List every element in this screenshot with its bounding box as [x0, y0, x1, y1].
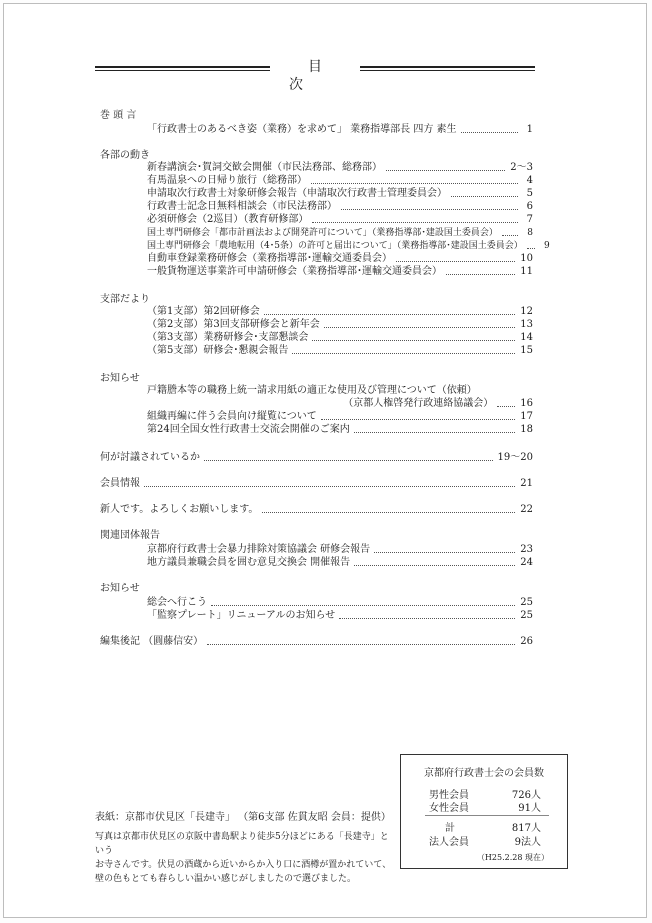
toc-entry[interactable]: [147, 423, 533, 436]
toc-entry[interactable]: [147, 239, 550, 252]
toc-entry[interactable]: [100, 503, 533, 516]
entry-page: 26: [520, 636, 533, 647]
cover-caption: 表紙：京都市伏見区「長建寺」 （第6支部 佐貫友昭 会員：提供）: [95, 812, 391, 823]
toc-entry[interactable]: [147, 556, 533, 569]
row-label: 計: [445, 823, 455, 834]
row-value: 817人: [511, 823, 541, 834]
entry-title: 会員情報: [100, 478, 140, 489]
entry-title: 何が討議されているか: [100, 452, 200, 463]
toc-entry[interactable]: [147, 410, 533, 423]
entry-title: 国土専門研修会「農地転用（4･5条）の許可と届出について」（業務指導部･建設国土委員会）: [147, 241, 523, 251]
entry-page: 4: [526, 175, 533, 186]
entry-title: 有馬温泉への日帰り旅行（総務部）: [147, 175, 307, 186]
toc-entry[interactable]: [147, 543, 533, 556]
section-preface: 巻 頭 言: [100, 110, 137, 121]
entry-title: 編集後記 （圓藤信安）: [100, 636, 204, 647]
entry-title: 地方議員兼職会員を囲む意見交換会 開催報告: [147, 557, 351, 568]
toc-entry[interactable]: [147, 174, 533, 187]
cover-description-line: 壁の色もとても春らしい温かい感じがしましたので選びました。: [95, 874, 357, 884]
entry-title: （京都人権啓発行政連絡協議会）: [343, 398, 494, 409]
toc-entry[interactable]: [147, 397, 533, 410]
entry-title: 第24回全国女性行政書士交流会開催のご案内: [147, 424, 350, 435]
row-label: 女性会員: [429, 803, 469, 814]
row-label: 男性会員: [429, 790, 469, 801]
entry-page: 12: [520, 306, 533, 317]
entry-page: 10: [520, 253, 533, 264]
member-count-note: （H25.2.28 現在）: [476, 853, 549, 862]
entry-title: 新人です。よろしくお願いします。: [100, 504, 259, 515]
row-value: 726人: [511, 790, 541, 801]
entry-page: 18: [520, 424, 533, 435]
entry-page: 2～3: [510, 162, 533, 173]
entry-title: （第3支部）業務研修会･支部懇談会: [147, 332, 309, 343]
toc-entry[interactable]: [147, 265, 533, 278]
toc-entry[interactable]: [100, 635, 533, 648]
member-count-box: [400, 754, 568, 869]
cover-description-line: お寺さんです。伏見の酒蔵から近いからか入り口に酒樽が置かれていて、: [95, 860, 392, 870]
cover-caption-block: [95, 810, 395, 886]
entry-title: 京都府行政書士会暴力排除対策協議会 研修会報告: [147, 544, 371, 555]
entry-page: 15: [520, 345, 533, 356]
toc-header: [95, 58, 535, 93]
entry-page: 13: [520, 319, 533, 330]
entry-page: 19～20: [497, 452, 533, 463]
entry-page: 9: [544, 241, 550, 251]
toc-entry[interactable]: [147, 161, 533, 174]
toc-entry-line[interactable]: [147, 384, 533, 397]
toc-entry[interactable]: [147, 609, 533, 622]
section-shibu: 支部だより: [100, 294, 150, 305]
section-oshirase: お知らせ: [100, 373, 140, 384]
member-count-title: 京都府行政書士会の会員数: [424, 768, 544, 779]
entry-page: 14: [520, 332, 533, 343]
entry-title: 申請取次行政書士対象研修会報告（申請取次行政書士管理委員会）: [147, 188, 447, 199]
entry-title: 総会へ行こう: [147, 597, 207, 608]
entry-title: 「監察プレート」リニューアルのお知らせ: [147, 610, 336, 621]
entry-page: 11: [520, 266, 533, 277]
entry-page: 8: [527, 228, 533, 238]
entry-title: 国土専門研修会「都市計画法および開発許可について」（業務指導部･建設国土委員会）: [147, 228, 498, 238]
entry-page: 25: [520, 610, 533, 621]
entry-page: 25: [520, 597, 533, 608]
section-bubu: 各部の動き: [100, 150, 150, 161]
entry-title: 必須研修会（2巡目）（教育研修部）: [147, 214, 309, 225]
row-value: 91人: [518, 803, 541, 814]
toc-entry[interactable]: [147, 318, 533, 331]
row-label: 法人会員: [429, 837, 469, 848]
section-oshirase-2: お知らせ: [100, 583, 140, 594]
entry-page: 23: [520, 544, 533, 555]
toc-entry[interactable]: [147, 305, 533, 318]
entry-title: （第2支部）第3回支部研修会と新年会: [147, 319, 320, 330]
toc-entry[interactable]: [147, 226, 533, 239]
entry-title: 一般貨物運送事業許可申請研修会（業務指導部･運輸交通委員会）: [147, 266, 442, 277]
toc-entry[interactable]: [100, 477, 533, 490]
header-rule-right: [360, 66, 535, 68]
row-value: 9法人: [514, 837, 541, 848]
toc-entry[interactable]: [147, 187, 533, 200]
toc-entry[interactable]: [147, 213, 533, 226]
member-row-total: [429, 819, 541, 834]
page-title: 目 次: [289, 59, 360, 93]
entry-title: 組織再編に伴う会員向け縦覧について: [147, 411, 317, 422]
entry-page: 7: [526, 214, 533, 225]
entry-page: 21: [520, 478, 533, 489]
cover-description-line: 写真は京都市伏見区の京阪中書島駅より徒歩5分ほどにある「長建寺」という: [95, 832, 389, 856]
entry-title: 行政書士記念日無料相談会（市民法務部）: [147, 201, 337, 212]
entry-page: 6: [526, 201, 533, 212]
entry-page: 5: [526, 188, 533, 199]
entry-page: 16: [520, 398, 533, 409]
entry-page: 24: [520, 557, 533, 568]
toc-entry[interactable]: [147, 200, 533, 213]
toc-entry[interactable]: [100, 451, 533, 464]
member-divider: [425, 815, 549, 816]
header-rule-left: [95, 66, 270, 68]
entry-page: 22: [520, 504, 533, 515]
entry-title: 「行政書士のあるべき姿（業務）を求めて」 業務指導部長 四方 素生: [147, 124, 457, 135]
entry-title: 新春講演会･賀詞交歓会開催（市民法務部、総務部）: [147, 162, 382, 173]
section-kanren: 関連団体報告: [100, 530, 160, 541]
toc-entry[interactable]: [147, 123, 533, 136]
entry-title: 自動車登録業務研修会（業務指導部･運輸交通委員会）: [147, 253, 392, 264]
toc-entry[interactable]: [147, 596, 533, 609]
toc-entry[interactable]: [147, 344, 533, 357]
entry-page: 1: [526, 124, 533, 135]
entry-title: （第1支部）第2回研修会: [147, 306, 260, 317]
member-row-corp: [429, 833, 541, 848]
entry-title: 戸籍謄本等の職務上統一請求用紙の適正な使用及び管理について（依頼）: [147, 385, 477, 396]
member-row-female: [429, 799, 541, 814]
toc-entry[interactable]: [147, 331, 533, 344]
entry-title: （第5支部）研修会･懇親会報告: [147, 345, 289, 356]
toc-entry[interactable]: [147, 252, 533, 265]
entry-page: 17: [520, 411, 533, 422]
